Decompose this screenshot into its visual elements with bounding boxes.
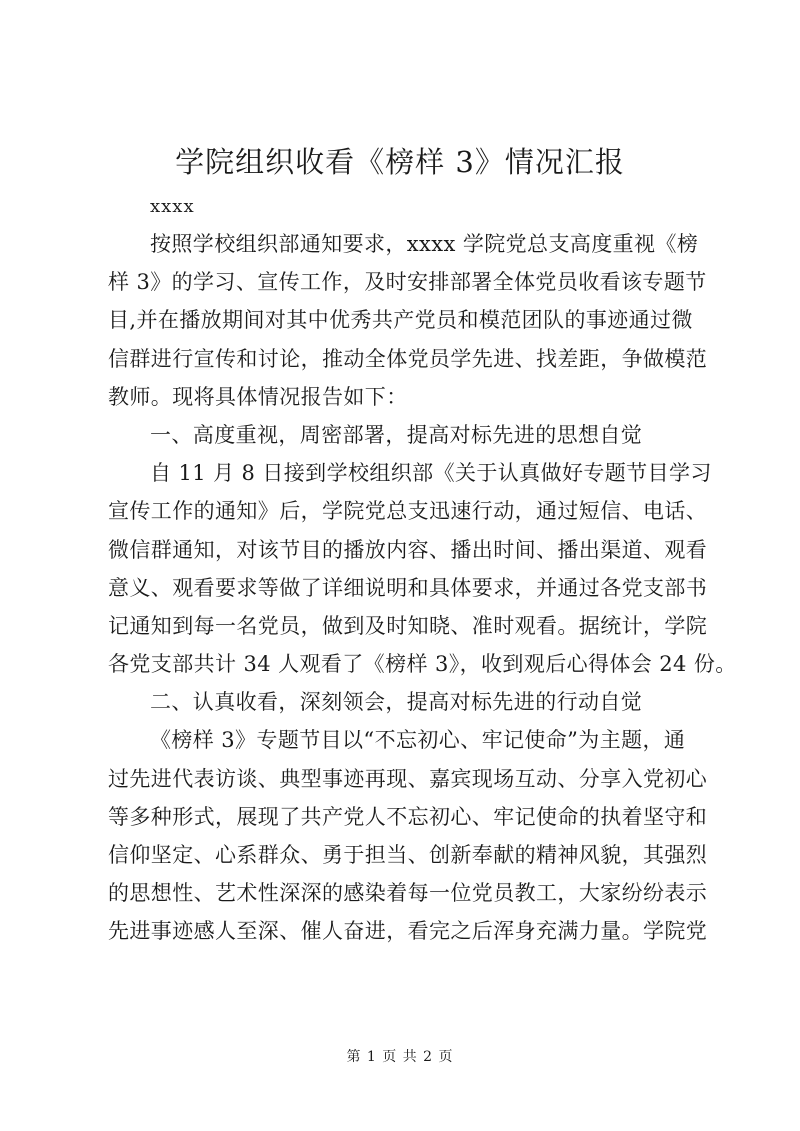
body-line: 信仰坚定、心系群众、勇于担当、创新奉献的精神风貌，其强烈 [108, 843, 708, 867]
page-footer: 第 1 页 共 2 页 [346, 1049, 454, 1065]
body-line: 按照学校组织部通知要求，xxxx 学院党总支高度重视《榜 [150, 232, 699, 256]
body-line: 自 11 月 8 日接到学校组织部《关于认真做好专题节目学习 [150, 461, 712, 486]
body-line: 等多种形式，展现了共产党人不忘初心、牢记使命的执着坚守和 [108, 804, 708, 829]
body-line: 信群进行宣传和讨论，推动全体党员学先进、找差距，争做模范 [108, 346, 708, 371]
body-line: 目,并在播放期间对其中优秀共产党员和模范团队的事迹通过微 [108, 308, 693, 333]
section-heading-2: 二、认真收看，深刻领会，提高对标先进的行动自觉 [150, 690, 643, 715]
body-line: 样 3》的学习、宣传工作，及时安排部署全体党员收看该专题节 [108, 270, 707, 295]
body-line: 的思想性、艺术性深深的感染着每一位党员教工，大家纷纷表示 [108, 881, 708, 906]
author-name: xxxx [150, 196, 195, 217]
body-line: 意义、观看要求等做了详细说明和具体要求，并通过各党支部书 [108, 575, 708, 600]
document-body [108, 225, 737, 951]
body-line: 教师。现将具体情况报告如下： [108, 384, 408, 409]
section-heading-1: 一、高度重视，周密部署，提高对标先进的思想自觉 [150, 422, 643, 447]
body-line: 《榜样 3》专题节目以“不忘初心、牢记使命”为主题，通 [150, 728, 686, 753]
body-line: 先进事迹感人至深、催人奋进，看完之后浑身充满力量。学院党 [108, 919, 708, 944]
body-line: 各党支部共计 34 人观看了《榜样 3》，收到观后心得体会 24 份。 [108, 652, 737, 677]
document-title: 学院组织收看《榜样 3》情况汇报 [175, 145, 625, 179]
body-line: 记通知到每一名党员，做到及时知晓、准时观看。据统计，学院 [108, 613, 708, 638]
body-line: 宣传工作的通知》后，学院党总支迅速行动，通过短信、电话、 [108, 499, 708, 524]
body-line: 微信群通知，对该节目的播放内容、播出时间、播出渠道、观看 [108, 537, 708, 562]
body-line: 过先进代表访谈、典型事迹再现、嘉宾现场互动、分享入党初心 [108, 766, 708, 791]
